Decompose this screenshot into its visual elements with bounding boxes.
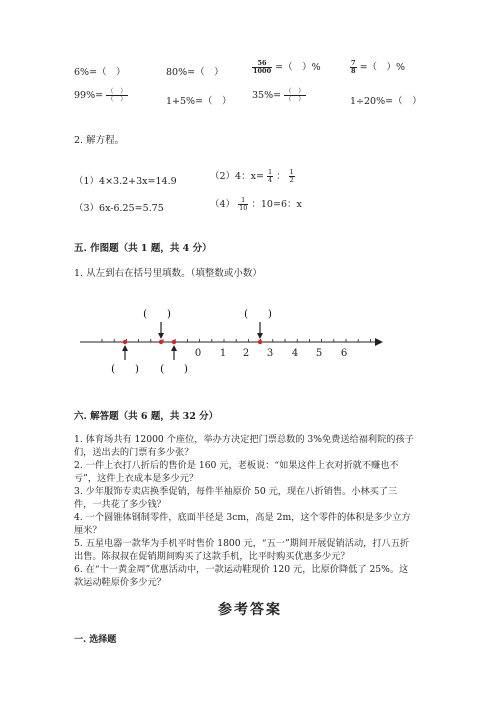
item-7-over-8: $\frac{7}{8}$ =（ ）% xyxy=(351,59,406,75)
item-35-percent: 35%= $\frac{( )}{( )}$ xyxy=(252,87,305,103)
fraction: $\frac{1}{4}$ xyxy=(267,168,273,184)
item-80-percent: 80%=（ ） xyxy=(166,67,224,78)
item-1-plus-5-percent: 1+5%=（ ） xyxy=(166,96,232,107)
tick-label: 0 xyxy=(194,348,202,359)
top-bracket: ( ) xyxy=(143,309,171,320)
equation-3: （3）6x-6.25=5.75 xyxy=(74,203,164,214)
axis-arrowhead xyxy=(375,338,383,346)
bottom-bracket: ( ) xyxy=(111,364,139,375)
point-marker xyxy=(172,340,176,344)
item-56-over-1000: $\frac{56}{1000}$ =（ ）% xyxy=(253,59,321,75)
up-arrowhead xyxy=(171,345,177,351)
tick-label: 4 xyxy=(291,348,299,359)
tick-label: 5 xyxy=(315,348,323,359)
fraction: $\frac{56}{1000}$ xyxy=(253,59,272,75)
section-2-title: 2. 解方程。 xyxy=(74,135,125,146)
equation-1: （1）4×3.2+3x=14.9 xyxy=(74,176,177,187)
bottom-bracket: ( ) xyxy=(160,364,188,375)
point-marker xyxy=(123,340,127,344)
down-arrowhead xyxy=(158,333,164,339)
fraction-blank: $\frac{( )}{( )}$ xyxy=(285,87,305,103)
fraction-blank: $\frac{( )}{( )}$ xyxy=(107,87,127,103)
tick-label: 3 xyxy=(266,348,274,359)
top-bracket: ( ) xyxy=(244,309,272,320)
section-5-question-1: 1. 从左到右在括号里填数。（填整数或小数） xyxy=(74,268,262,279)
section-6-title: 六. 解答题（共 6 题，共 32 分） xyxy=(74,411,219,422)
fraction: $\frac{7}{8}$ xyxy=(351,59,356,75)
up-arrowhead xyxy=(122,345,128,351)
question-list xyxy=(74,433,414,589)
question-1: 1. 体育场共有 12000 个座位，举办方决定把门票总数的 3%免费送给福利院的孩子们，送出去的门票有多少张？ xyxy=(74,434,414,458)
tick-label: 2 xyxy=(242,348,250,359)
tick-label: 1 xyxy=(219,348,227,359)
question-3: 3. 少年服饰专卖店换季促销，每件半袖原价 50 元，现在八折销售。小林买了三件，一共花了多少钱？ xyxy=(74,486,398,510)
question-2: 2. 一件上衣打八折后的售价是 160 元，老板说：“如果这件上衣对折就不赚也不亏”，这件上衣成本是多少元？ xyxy=(74,460,399,484)
question-5: 5. 五星电器一款华为手机平时售价 1800 元，“五一”期间开展促销活动，打八五折出售。陈叔叔在促销期间购买了这款手机，比平时购买优惠多少元？ xyxy=(74,538,410,562)
item-99-percent: 99%= $\frac{( )}{( )}$ xyxy=(74,87,127,103)
number-line xyxy=(80,300,390,380)
section-5-title: 五. 作图题（共 1 题，共 4 分） xyxy=(74,243,212,254)
answer-section-1-title: 一. 选择题 xyxy=(74,635,117,645)
item-1-div-20-percent: 1÷20%=（ ） xyxy=(350,96,422,107)
question-4: 4. 一个圆锥体钢制零件，底面半径是 3cm，高是 2m，这个零件的体积是多少立方厘米？ xyxy=(74,512,411,536)
down-arrowhead xyxy=(257,333,263,339)
tick-label: 6 xyxy=(340,348,348,359)
question-6: 6. 在“十一黄金周”优惠活动中，一款运动鞋现价 120 元，比原价降低了 25%。这款运动鞋原价多少元？ xyxy=(74,564,409,588)
equation-2: （2）4：x= $\frac{1}{4}$ ： $\frac{1}{2}$ xyxy=(210,168,294,184)
point-marker xyxy=(159,340,163,344)
equation-4: （4） $\frac{1}{10}$ ：10=6：x xyxy=(210,196,302,212)
tick-label-group xyxy=(195,348,347,359)
point-marker xyxy=(258,340,262,344)
item-6-percent: 6%=（ ） xyxy=(74,67,126,78)
fraction: $\frac{1}{10}$ xyxy=(239,196,248,212)
fraction: $\frac{1}{2}$ xyxy=(289,168,294,184)
answer-title: 参考答案 xyxy=(218,602,282,618)
